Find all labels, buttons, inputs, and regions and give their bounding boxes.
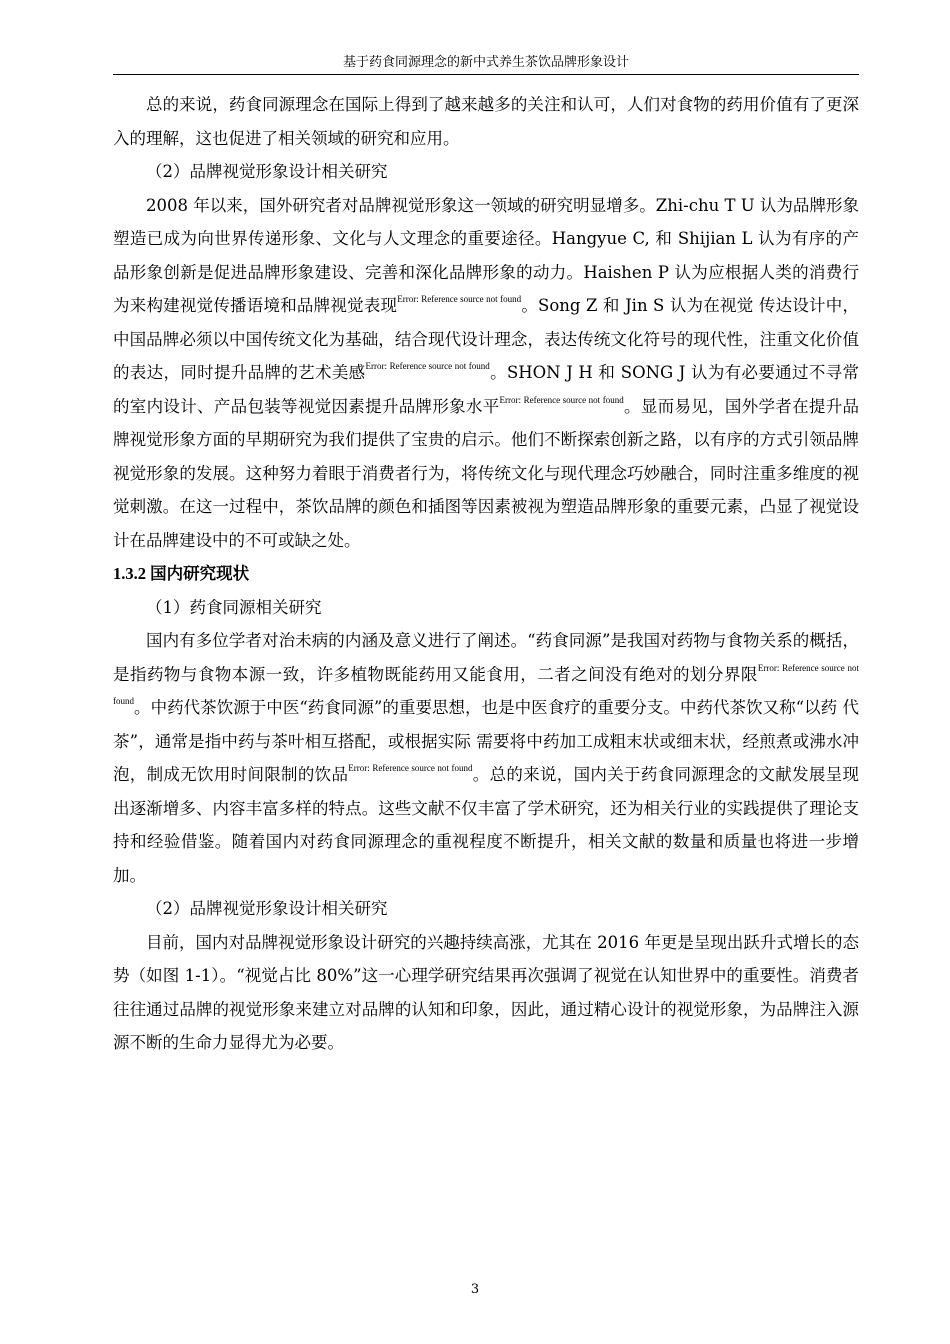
text-run: 国内有多位学者对治未病的内涵及意义进行了阐述。“药食同源”是我国对药物与食物关系的概括，是指药物与食物本源一致，许多植物既能药用又能食用，二者之间没有绝对的划分界限 — [113, 631, 859, 684]
page-body — [113, 88, 859, 1060]
text-run: 。显而易见，国外学者在提升品牌视觉形象方面的早期研究为我们提供了宝贵的启示。他们不断探索创新之路，以有序的方式引领品牌视觉形象的发展。这种努力着眼于消费者行为，将传统文化与现代理念巧妙融合，同时注重多维度的视觉刺激。在这一过程中，茶饮品牌的颜色和插图等因素被视为塑造品牌形象的重要元素，凸显了视觉设计在品牌建设中的不可或缺之处。 — [113, 396, 860, 550]
text-run: 。总的来说，国内关于药食同源理念的文献发展呈现出逐渐增多、内容丰富多样的特点。这些文献不仅丰富了学术研究，还为相关行业的实践提供了理论支持和经验借鉴。随着国内对药食同源理念的重视程度不断提升，相关文献的数量和质量也将进一步增加。 — [113, 765, 860, 885]
text-run: 2008 年以来，国外研究者对品牌视觉形象这一领域的研究明显增多。Zhi-chu T U 认为品牌形象塑造已成为向世界传递形象、文化与人文理念的重要途径。Hangyue C, 和 Shijian L 认为有序的产品形象创新是促进品牌形象建设、完善和深化品牌形象的动力。Haishen P 认为应根据人类的消费行为来构建视觉传播语境和品牌视觉表现 — [113, 195, 859, 315]
reference-error: Error: Reference source not found — [499, 394, 624, 405]
paragraph-intl-brand-visual — [113, 189, 859, 558]
running-header: 基于药食同源理念的新中式养生茶饮品牌形象设计 — [342, 55, 629, 70]
paragraph-domestic-brand-visual: 目前，国内对品牌视觉形象设计研究的兴趣持续高涨，尤其在 2016 年更是呈现出跃升式增长的态势（如图 1-1）。“视觉占比 80%”这一心理学研究结果再次强调了视觉在认知世界中的重要性。消费者往往通过品牌的视觉形象来建立对品牌的认知和印象，因此，通过精心设计的视觉形象，为品牌注入源源不断的生命力显得尤为必要。 — [113, 932, 859, 1052]
paragraph-domestic-food-medicine — [113, 624, 859, 892]
section-heading: 1.3.2 国内研究现状 — [113, 564, 250, 583]
text-run: 。Song Z 和 Jin S 认为在视觉 传达设计中，中国品牌必须以中国传统文化为基础，结合现代设计理念，表达传统文化符号的现代性，注重文化价值的表达，同时提升品牌的艺术美感 — [113, 296, 859, 382]
reference-error: Error: Reference source not found — [113, 662, 860, 706]
header-rule — [113, 74, 859, 75]
reference-error: Error: Reference source not found — [397, 294, 522, 304]
paragraph-intl-summary: 总的来说，药食同源理念在国际上得到了越来越多的关注和认可，人们对食物的药用价值有了更深入的理解，这也促进了相关领域的研究和应用。 — [113, 95, 859, 148]
reference-error: Error: Reference source not found — [365, 361, 490, 371]
page-number: 3 — [470, 1282, 480, 1297]
reference-error: Error: Reference source not found — [348, 763, 473, 773]
text-run: 。中药代茶饮源于中医“药食同源”的重要思想，也是中医食疗的重要分支。中药代茶饮又称“以药 代茶”，通常是指中药与茶叶相互搭配，或根据实际 需要将中药加工成粗末状或细末状，经煎煮或沸水冲泡，制成无饮用时间限制的饮品 — [113, 698, 859, 784]
subheading-intl-brand-visual: （2）品牌视觉形象设计相关研究 — [146, 162, 388, 181]
text-run: 。SHON J H 和 SONG J 认为有必要通过不寻常的室内设计、产品包装等视觉因素提升品牌形象水平 — [113, 363, 859, 416]
subheading-domestic-brand-visual: （2）品牌视觉形象设计相关研究 — [146, 899, 388, 918]
subheading-domestic-food-medicine: （1）药食同源相关研究 — [146, 597, 322, 617]
